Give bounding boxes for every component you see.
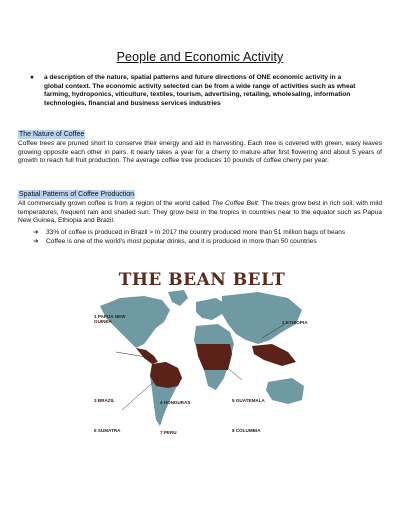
map-label-sumatra: 6 SUMATRA bbox=[94, 428, 121, 433]
map-label-guatemala: 5 GUATEMALA bbox=[232, 398, 265, 403]
intro-text: a description of the nature, spatial patterns and future directions of ONE economic activity in a global context. The economic activity selected can be from a wide range of activities such as wheat farming, hydroponics, viticulture, textiles, tourism, advertising, retailing, wholesaling, information technologies, financial and business services industries bbox=[44, 74, 356, 108]
bullet-dot: ● bbox=[30, 74, 34, 81]
arrow-icon: ➔ bbox=[33, 237, 39, 245]
infographic-title: THE BEAN BELT bbox=[118, 270, 286, 290]
spatial-paragraph bbox=[18, 200, 382, 226]
map-label-columbia: 8 COLUMBIA bbox=[232, 428, 261, 433]
map-label-honduras: 4 HONDURAS bbox=[160, 400, 191, 405]
spatial-text-1: All commercially grown coffee is from a region of the world called bbox=[18, 200, 212, 207]
spatial-bullet-list bbox=[33, 229, 368, 246]
section-heading-spatial: Spatial Patterns of Coffee Production bbox=[19, 191, 135, 198]
bullet-text: Coffee is one of the world’s most popular drinks, and it is produced in more than 50 countries bbox=[46, 237, 317, 245]
arrow-icon: ➔ bbox=[33, 229, 39, 236]
coffee-belt-term: The Coffee Belt bbox=[211, 200, 258, 207]
map-label-brazil: 3 BRAZIL bbox=[94, 398, 115, 403]
nature-paragraph: Coffee trees are pruned short to conserve their energy and aid in harvesting. Each tree is covered with green, waxy leaves growing opposite each other in pairs. It nearly takes a year for a cherry to mature after first flowering and about 5 years of growth to reach full fruit production. The average coffee tree produces 10 pounds of coffee cherry per year. bbox=[18, 140, 382, 165]
section-heading-nature: The Nature of Coffee bbox=[19, 131, 85, 138]
list-item bbox=[33, 229, 368, 238]
spatial-text-2: . The trees grow best in rich soil, with mild temperatures, frequent rain and shaded sun. They grow best in the tropics in countries near to the equator such as Papua New Guinea, Ethiopia and Brazil. bbox=[18, 200, 382, 225]
page-title: People and Economic Activity bbox=[116, 50, 284, 64]
bullet-text: 33% of coffee is produced in Brazil > In 2017 the country produced more than 51 million bags of beans bbox=[46, 229, 346, 236]
map-label-papua-new-guinea: 1 PAPUA NEW GUINEA bbox=[94, 314, 126, 325]
map-label-ethiopia: 2 ETHIOPIA bbox=[282, 320, 308, 325]
map-label-peru: 7 PERU bbox=[160, 430, 177, 435]
intro-bullet bbox=[30, 74, 362, 109]
list-item bbox=[33, 237, 368, 247]
bean-belt-infographic bbox=[92, 270, 312, 458]
